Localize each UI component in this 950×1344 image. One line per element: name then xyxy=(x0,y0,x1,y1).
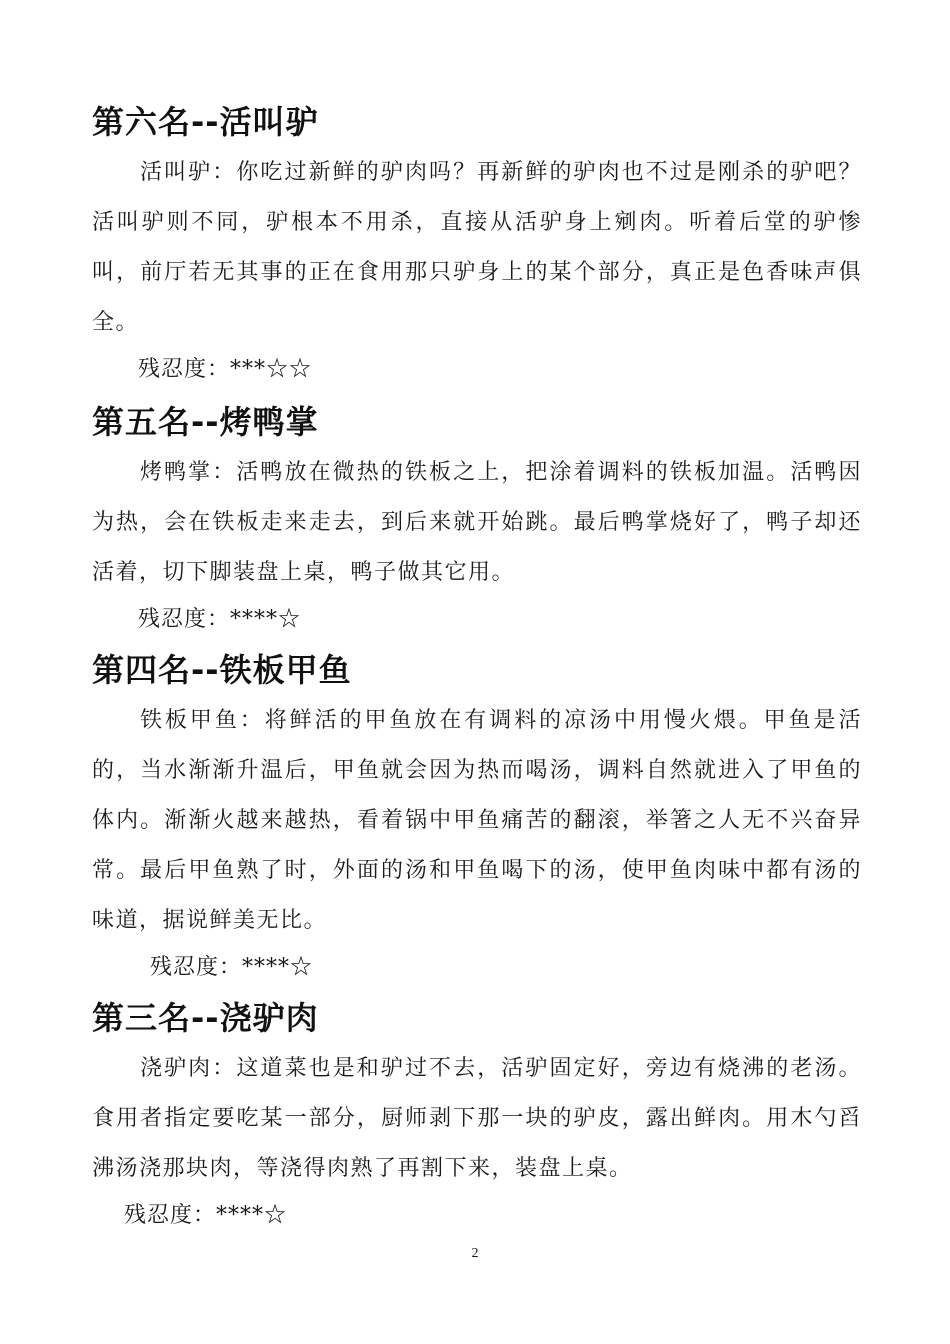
section-fifth-place xyxy=(92,400,862,640)
cruelty-rating: 残忍度：***☆☆ xyxy=(138,357,313,382)
section-body: 浇驴肉：这道菜也是和驴过不去，活驴固定好，旁边有烧沸的老汤。食用者指定要吃某一部分，厨师剥下那一块的驴皮，露出鲜肉。用木勺舀沸汤浇那块肉，等浇得肉熟了再割下来，装盘上桌。 xyxy=(92,1056,862,1181)
section-fourth-place xyxy=(92,648,862,988)
section-heading: 第四名--铁板甲鱼 xyxy=(92,651,352,689)
section-heading: 第六名--活叫驴 xyxy=(92,103,319,141)
section-heading: 第三名--浇驴肉 xyxy=(92,999,319,1037)
section-heading: 第五名--烤鸭掌 xyxy=(92,403,319,441)
section-sixth-place xyxy=(92,100,862,390)
cruelty-rating: 残忍度：****☆ xyxy=(150,955,314,980)
section-body: 铁板甲鱼：将鲜活的甲鱼放在有调料的凉汤中用慢火煨。甲鱼是活的，当水渐渐升温后，甲鱼就会因为热而喝汤，调料自然就进入了甲鱼的体内。渐渐火越来越热，看着锅中甲鱼痛苦的翻滚，举箸之人无不兴奋异常。最后甲鱼熟了时，外面的汤和甲鱼喝下的汤，使甲鱼肉味中都有汤的味道，据说鲜美无比。 xyxy=(92,708,862,933)
section-third-place xyxy=(92,996,862,1236)
page-number: 2 xyxy=(471,1246,479,1261)
cruelty-rating: 残忍度：****☆ xyxy=(138,607,302,632)
cruelty-rating: 残忍度：****☆ xyxy=(124,1203,288,1228)
section-body: 活叫驴：你吃过新鲜的驴肉吗？再新鲜的驴肉也不过是刚杀的驴吧？活叫驴则不同，驴根本不用杀，直接从活驴身上剜肉。听着后堂的驴惨叫，前厅若无其事的正在食用那只驴身上的某个部分，真正是色香味声俱全。 xyxy=(92,160,862,335)
section-body: 烤鸭掌：活鸭放在微热的铁板之上，把涂着调料的铁板加温。活鸭因为热，会在铁板走来走去，到后来就开始跳。最后鸭掌烧好了，鸭子却还活着，切下脚装盘上桌，鸭子做其它用。 xyxy=(92,460,862,585)
